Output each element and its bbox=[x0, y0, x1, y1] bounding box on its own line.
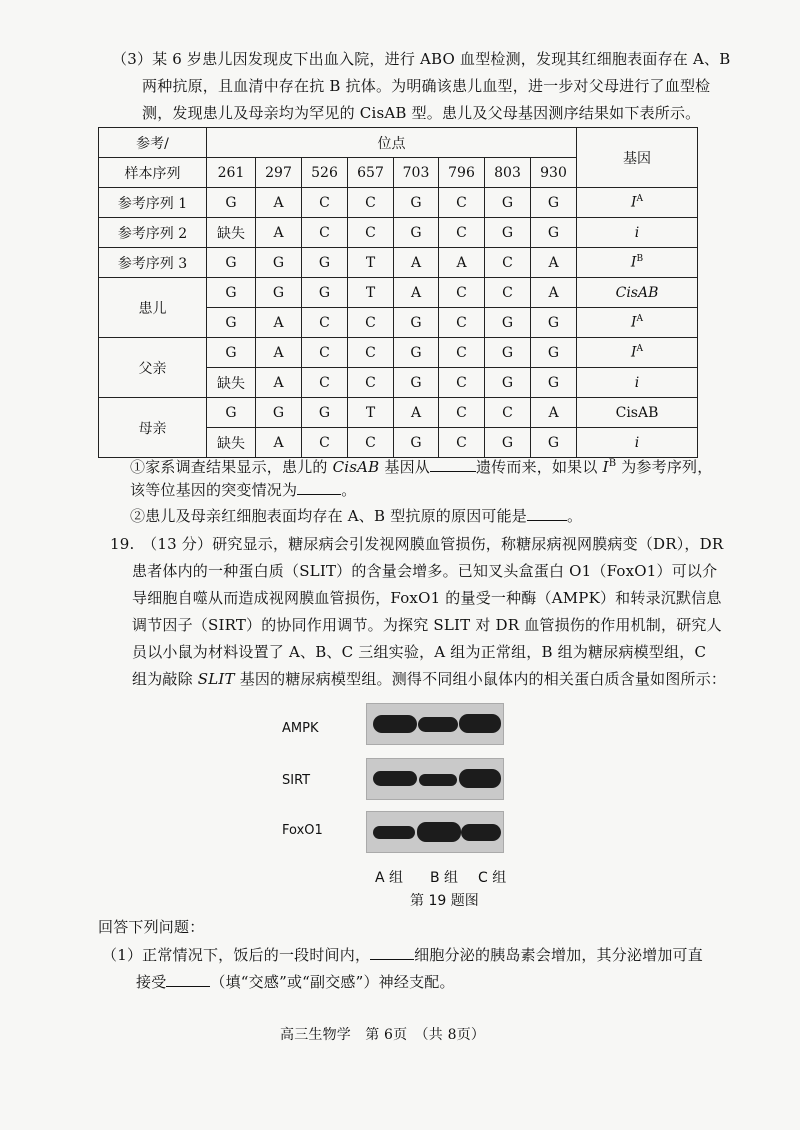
base-cell: A bbox=[394, 398, 439, 428]
position-796: 796 bbox=[439, 158, 485, 188]
base-cell: C bbox=[302, 368, 348, 398]
base-cell: G bbox=[394, 428, 439, 458]
base-cell: G bbox=[207, 338, 256, 368]
q18-part3-line2: 两种抗原，且血清中存在抗 B 抗体。为明确该患儿血型，进一步对父母进行了血型检 bbox=[142, 77, 711, 95]
base-cell: 缺失 bbox=[207, 218, 256, 248]
q19-1-text-a: （1）正常情况下，饭后的一段时间内， bbox=[102, 946, 371, 964]
answer-blank-reason[interactable] bbox=[527, 506, 567, 521]
base-cell: G bbox=[302, 398, 348, 428]
row-label: 参考序列 3 bbox=[99, 248, 207, 278]
q19-line4: 调节因子（SIRT）的协同作用调节。为探究 SLIT 对 DR 血管损伤的作用机制，研究人 bbox=[132, 616, 722, 634]
base-cell: C bbox=[302, 428, 348, 458]
corner-header-bottom: 样本序列 bbox=[99, 158, 207, 188]
base-cell: C bbox=[302, 308, 348, 338]
base-cell: A bbox=[256, 338, 302, 368]
gene-symbol: i bbox=[634, 434, 640, 451]
q19-line6 bbox=[132, 666, 726, 692]
gene-cell-father bbox=[577, 338, 698, 368]
group-label-b: B 组 bbox=[430, 870, 459, 886]
position-930: 930 bbox=[531, 158, 577, 188]
base-cell: C bbox=[485, 278, 531, 308]
blot-strip-sirt bbox=[366, 758, 504, 800]
base-cell: C bbox=[348, 428, 394, 458]
base-cell: 缺失 bbox=[207, 428, 256, 458]
group-label-c: C 组 bbox=[478, 870, 507, 886]
corner-header-top: 参考/ bbox=[99, 128, 207, 158]
base-cell: A bbox=[256, 368, 302, 398]
base-cell: T bbox=[348, 278, 394, 308]
gene-cell-patient bbox=[577, 278, 698, 308]
base-cell: A bbox=[531, 398, 577, 428]
q19-1-text-b: 细胞分泌的胰岛素会增加，其分泌增加可直 bbox=[414, 946, 703, 964]
sample-row-patient bbox=[99, 278, 698, 308]
gene-symbol: CisAB bbox=[615, 404, 659, 421]
gene-sup: A bbox=[636, 314, 644, 325]
band-foxo1-c bbox=[461, 824, 501, 841]
position-703: 703 bbox=[394, 158, 439, 188]
q19-sub1-line1 bbox=[102, 942, 703, 968]
answer-blank-cell[interactable] bbox=[370, 945, 414, 960]
base-cell: G bbox=[256, 398, 302, 428]
q19-line2: 患者体内的一种蛋白质（SLIT）的含量会增多。已知叉头盒蛋白 O1（FoxO1）可以介 bbox=[132, 562, 718, 580]
base-cell: G bbox=[207, 398, 256, 428]
base-cell: A bbox=[531, 248, 577, 278]
base-cell: G bbox=[207, 248, 256, 278]
page-footer: 高三生物学 第 6页 （共 8页） bbox=[280, 1027, 486, 1043]
base-cell: T bbox=[348, 398, 394, 428]
gene-cell bbox=[577, 218, 698, 248]
q18-part3-line1: （3）某 6 岁患儿因发现皮下出血入院，进行 ABO 血型检测，发现其红细胞表面存在 A、B bbox=[112, 50, 731, 68]
gene-sup: B bbox=[636, 254, 644, 265]
answer-intro: 回答下列问题： bbox=[98, 918, 205, 936]
base-cell: G bbox=[302, 248, 348, 278]
sub-question-1 bbox=[130, 451, 712, 480]
western-blot-figure bbox=[270, 695, 560, 915]
base-cell: A bbox=[394, 278, 439, 308]
base-cell: G bbox=[207, 308, 256, 338]
base-cell: G bbox=[485, 308, 531, 338]
blot-label-sirt: SIRT bbox=[282, 773, 311, 788]
base-cell: C bbox=[348, 218, 394, 248]
band-ampk-a bbox=[373, 715, 417, 733]
base-cell: G bbox=[531, 218, 577, 248]
base-cell: G bbox=[531, 428, 577, 458]
base-cell: G bbox=[485, 368, 531, 398]
group-label-a: A 组 bbox=[375, 870, 404, 886]
answer-blank-nerve[interactable] bbox=[166, 972, 210, 987]
base-cell: G bbox=[531, 188, 577, 218]
base-cell: C bbox=[302, 188, 348, 218]
band-sirt-a bbox=[373, 771, 417, 786]
gene-symbol: i bbox=[634, 224, 640, 241]
sample-row-mother bbox=[99, 398, 698, 428]
base-cell: C bbox=[439, 338, 485, 368]
cisab-term: CisAB bbox=[332, 458, 380, 476]
slit-term: SLIT bbox=[197, 670, 235, 688]
q19-1-line2-b: （填“交感”或“副交感”）神经支配。 bbox=[210, 973, 455, 991]
position-297: 297 bbox=[256, 158, 302, 188]
header-row-1 bbox=[99, 128, 698, 158]
q19-sub1-line2 bbox=[136, 969, 455, 995]
sub1-line2-text: 该等位基因的突变情况为 bbox=[130, 481, 298, 499]
gene-symbol: I bbox=[630, 254, 637, 271]
reference-row bbox=[99, 188, 698, 218]
base-cell: C bbox=[348, 188, 394, 218]
base-cell: C bbox=[439, 218, 485, 248]
blot-label-foxo1: FoxO1 bbox=[282, 823, 323, 838]
gene-sup: A bbox=[636, 194, 644, 205]
reference-row bbox=[99, 248, 698, 278]
band-ampk-c bbox=[459, 714, 501, 733]
blot-label-ampk: AMPK bbox=[282, 721, 319, 736]
base-cell: A bbox=[394, 248, 439, 278]
base-cell: G bbox=[256, 278, 302, 308]
gene-cell bbox=[577, 248, 698, 278]
sub1-text-a: ①家系调查结果显示，患儿的 bbox=[130, 458, 333, 476]
blot-strip-foxo1 bbox=[366, 811, 504, 853]
base-cell: C bbox=[439, 428, 485, 458]
gene-sup: A bbox=[636, 344, 644, 355]
sub1-text-c: 遗传而来，如果以 bbox=[475, 458, 603, 476]
base-cell: A bbox=[256, 218, 302, 248]
base-cell: 缺失 bbox=[207, 368, 256, 398]
blot-strip-ampk bbox=[366, 703, 504, 745]
answer-blank-mutation[interactable] bbox=[297, 480, 341, 495]
gene-header: 基因 bbox=[577, 128, 698, 188]
sub2-end: 。 bbox=[567, 507, 583, 525]
ib-allele: I bbox=[602, 458, 609, 476]
row-label: 参考序列 1 bbox=[99, 188, 207, 218]
q18-part3-line3: 测，发现患儿及母亲均为罕见的 CisAB 型。患儿及父母基因测序结果如下表所示。 bbox=[142, 104, 701, 122]
base-cell: C bbox=[485, 398, 531, 428]
position-803: 803 bbox=[485, 158, 531, 188]
base-cell: G bbox=[485, 188, 531, 218]
base-cell: G bbox=[485, 428, 531, 458]
gene-symbol: I bbox=[630, 194, 637, 211]
position-261: 261 bbox=[207, 158, 256, 188]
base-cell: G bbox=[394, 188, 439, 218]
site-header: 位点 bbox=[207, 128, 577, 158]
sub1-text-d: 为参考序列， bbox=[616, 458, 713, 476]
gene-cell-father bbox=[577, 368, 698, 398]
base-cell: A bbox=[256, 428, 302, 458]
gene-cell-mother bbox=[577, 398, 698, 428]
band-sirt-b bbox=[419, 774, 457, 786]
gene-symbol: i bbox=[634, 374, 640, 391]
sub1-end: 。 bbox=[341, 481, 357, 499]
base-cell: C bbox=[485, 248, 531, 278]
gene-cell-patient bbox=[577, 308, 698, 338]
base-cell: A bbox=[531, 278, 577, 308]
base-cell: C bbox=[348, 308, 394, 338]
base-cell: C bbox=[348, 368, 394, 398]
sample-row-father bbox=[99, 338, 698, 368]
base-cell: G bbox=[531, 368, 577, 398]
position-526: 526 bbox=[302, 158, 348, 188]
group-label-mother: 母亲 bbox=[99, 398, 207, 458]
base-cell: G bbox=[207, 278, 256, 308]
base-cell: A bbox=[439, 248, 485, 278]
q19-line1: 19. （13 分）研究显示，糖尿病会引发视网膜血管损伤，称糖尿病视网膜病变（DR），DR bbox=[110, 535, 724, 553]
gene-symbol: I bbox=[630, 344, 637, 361]
q19-line6-b: 基因的糖尿病模型组。测得不同组小鼠体内的相关蛋白质含量如图所示： bbox=[234, 670, 727, 688]
row-label: 参考序列 2 bbox=[99, 218, 207, 248]
base-cell: G bbox=[394, 338, 439, 368]
q19-line3: 导细胞自噬从而造成视网膜血管损伤，FoxO1 的量受一种酶（AMPK）和转录沉默信息 bbox=[132, 589, 722, 607]
base-cell: G bbox=[207, 188, 256, 218]
q19-1-line2-a: 接受 bbox=[136, 973, 167, 991]
band-foxo1-a bbox=[373, 826, 415, 839]
q19-line6-a: 组为敲除 bbox=[132, 670, 198, 688]
band-foxo1-b bbox=[417, 822, 461, 842]
base-cell: A bbox=[256, 308, 302, 338]
base-cell: G bbox=[394, 368, 439, 398]
base-cell: G bbox=[394, 308, 439, 338]
base-cell: G bbox=[531, 308, 577, 338]
base-cell: G bbox=[531, 338, 577, 368]
ib-sup: B bbox=[608, 458, 617, 469]
base-cell: C bbox=[439, 368, 485, 398]
gene-cell bbox=[577, 188, 698, 218]
base-cell: C bbox=[302, 218, 348, 248]
figure-caption: 第 19 题图 bbox=[410, 893, 479, 909]
sub1-text-b: 基因从 bbox=[379, 458, 430, 476]
base-cell: G bbox=[485, 218, 531, 248]
base-cell: T bbox=[348, 248, 394, 278]
sub2-text: ②患儿及母亲红细胞表面均存在 A、B 型抗原的原因可能是 bbox=[130, 507, 527, 525]
base-cell: C bbox=[439, 308, 485, 338]
group-label-patient: 患儿 bbox=[99, 278, 207, 338]
base-cell: G bbox=[394, 218, 439, 248]
gene-sequence-table bbox=[98, 127, 698, 458]
base-cell: C bbox=[439, 188, 485, 218]
gene-symbol: I bbox=[630, 314, 637, 331]
reference-row bbox=[99, 218, 698, 248]
answer-blank-origin[interactable] bbox=[430, 457, 476, 472]
band-sirt-c bbox=[459, 769, 501, 788]
base-cell: A bbox=[256, 188, 302, 218]
base-cell: C bbox=[348, 338, 394, 368]
base-cell: C bbox=[439, 398, 485, 428]
group-label-father: 父亲 bbox=[99, 338, 207, 398]
gene-symbol: CisAB bbox=[615, 284, 659, 301]
base-cell: C bbox=[302, 338, 348, 368]
position-657: 657 bbox=[348, 158, 394, 188]
sub-question-2 bbox=[130, 503, 582, 529]
q19-line5: 员以小鼠为材料设置了 A、B、C 三组实验，A 组为正常组，B 组为糖尿病模型组，C bbox=[132, 643, 707, 661]
sub-question-1-line2 bbox=[130, 477, 356, 503]
base-cell: G bbox=[485, 338, 531, 368]
band-ampk-b bbox=[418, 717, 458, 732]
base-cell: G bbox=[256, 248, 302, 278]
base-cell: C bbox=[439, 278, 485, 308]
base-cell: G bbox=[302, 278, 348, 308]
